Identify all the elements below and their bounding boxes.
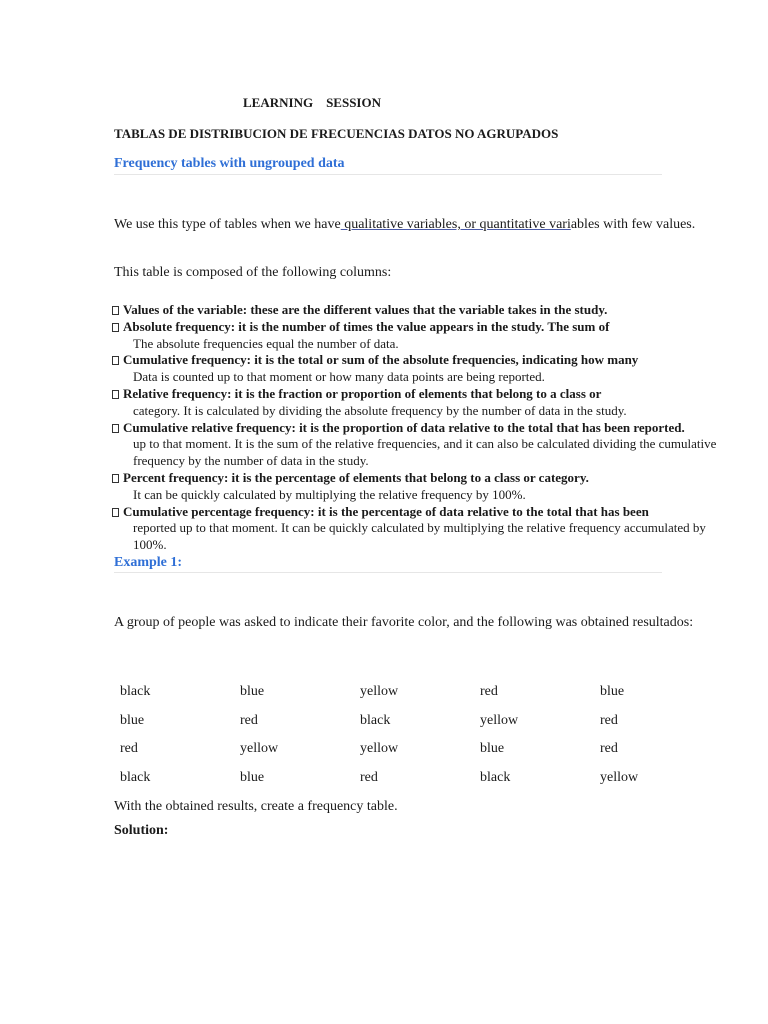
session-title: LEARNING SESSION	[243, 95, 381, 110]
intro-underlined-text: qualitative variables, or quantitative vari	[340, 217, 571, 232]
bullet-icon	[112, 424, 119, 433]
grid-cell: yellow	[360, 684, 399, 699]
grid-row	[120, 709, 720, 738]
definition-title: Relative frequency: it is the fraction or proportion of elements that belong to a class or	[123, 385, 602, 401]
color-responses-grid	[120, 680, 720, 794]
bullet-icon	[112, 323, 119, 332]
definition-title: Values of the variable: these are the different values that the variable takes in the study.	[123, 302, 608, 317]
grid-cell: blue	[480, 741, 505, 756]
bullet-icon	[112, 474, 119, 483]
definition-item	[112, 420, 728, 470]
grid-cell: blue	[600, 684, 625, 699]
grid-cell: red	[120, 741, 138, 756]
definition-continuation: reported up to that moment. It can be quickly calculated by multiplying the relative frequency accumulated by 100%.	[133, 520, 706, 553]
section-heading-example: Example 1:	[114, 555, 183, 570]
grid-cell: blue	[240, 684, 265, 699]
grid-cell: black	[480, 769, 511, 785]
heading-divider	[114, 174, 662, 175]
grid-cell: red	[360, 769, 378, 785]
definition-item	[112, 352, 728, 386]
grid-cell: red	[600, 741, 618, 756]
intro-paragraph	[114, 213, 698, 237]
intro-text-start: We use this type of tables when we have	[114, 217, 341, 232]
definition-continuation: Data is counted up to that moment or how many data points are being reported.	[133, 369, 545, 385]
definition-title: Cumulative relative frequency: it is the proportion of data relative to the total that has been reported.	[123, 419, 685, 435]
grid-cell: red	[600, 712, 618, 728]
definition-continuation: It can be quickly calculated by multiplying the relative frequency by 100%.	[133, 486, 526, 502]
intro-text-end: ables with few values.	[570, 217, 696, 232]
definition-item	[112, 504, 728, 554]
definition-title: Percent frequency: it is the percentage of elements that belong to a class or category.	[123, 469, 589, 485]
grid-cell: black	[120, 769, 151, 785]
grid-cell: blue	[240, 769, 265, 785]
grid-cell: black	[360, 712, 391, 728]
bullet-icon	[112, 508, 119, 517]
grid-cell: yellow	[600, 769, 639, 785]
definitions-list	[112, 302, 728, 554]
grid-cell: red	[480, 684, 498, 699]
solution-label: Solution:	[114, 823, 169, 838]
document-title: TABLAS DE DISTRIBUCION DE FRECUENCIAS DATOS NO AGRUPADOS	[114, 126, 559, 141]
grid-row	[120, 766, 720, 795]
example-task: With the obtained results, create a frequency table.	[114, 799, 398, 814]
definition-item	[112, 386, 728, 420]
grid-cell: yellow	[360, 741, 399, 756]
grid-cell: red	[240, 712, 258, 728]
definition-title: Absolute frequency: it is the number of times the value appears in the study. The sum of	[123, 318, 610, 334]
grid-cell: yellow	[240, 741, 279, 756]
definition-continuation: category. It is calculated by dividing the absolute frequency by the number of data in the study.	[133, 402, 627, 418]
section-heading-frequency-tables: Frequency tables with ungrouped data	[114, 156, 345, 171]
intro-columns-line: This table is composed of the following columns:	[114, 265, 392, 280]
grid-cell: blue	[120, 712, 145, 728]
grid-cell: black	[120, 684, 151, 699]
grid-cell: yellow	[480, 712, 519, 728]
grid-row	[120, 680, 720, 709]
definition-continuation: The absolute frequencies equal the number of data.	[133, 335, 399, 351]
definition-item	[112, 470, 728, 504]
heading-divider	[114, 572, 662, 573]
grid-row	[120, 737, 720, 766]
example-prompt: A group of people was asked to indicate their favorite color, and the following was obtained resultados:	[114, 615, 694, 630]
definition-continuation: up to that moment. It is the sum of the relative frequencies, and it can also be calculated dividing the cumulative frequency by the number of data in the study.	[133, 436, 717, 469]
definition-title: Cumulative frequency: it is the total or sum of the absolute frequencies, indicating how many	[123, 352, 639, 368]
definition-title: Cumulative percentage frequency: it is the percentage of data relative to the total that has been	[123, 503, 649, 519]
bullet-icon	[112, 390, 119, 399]
bullet-icon	[112, 306, 119, 315]
definition-item	[112, 319, 728, 353]
definition-item	[112, 302, 728, 319]
bullet-icon	[112, 356, 119, 365]
